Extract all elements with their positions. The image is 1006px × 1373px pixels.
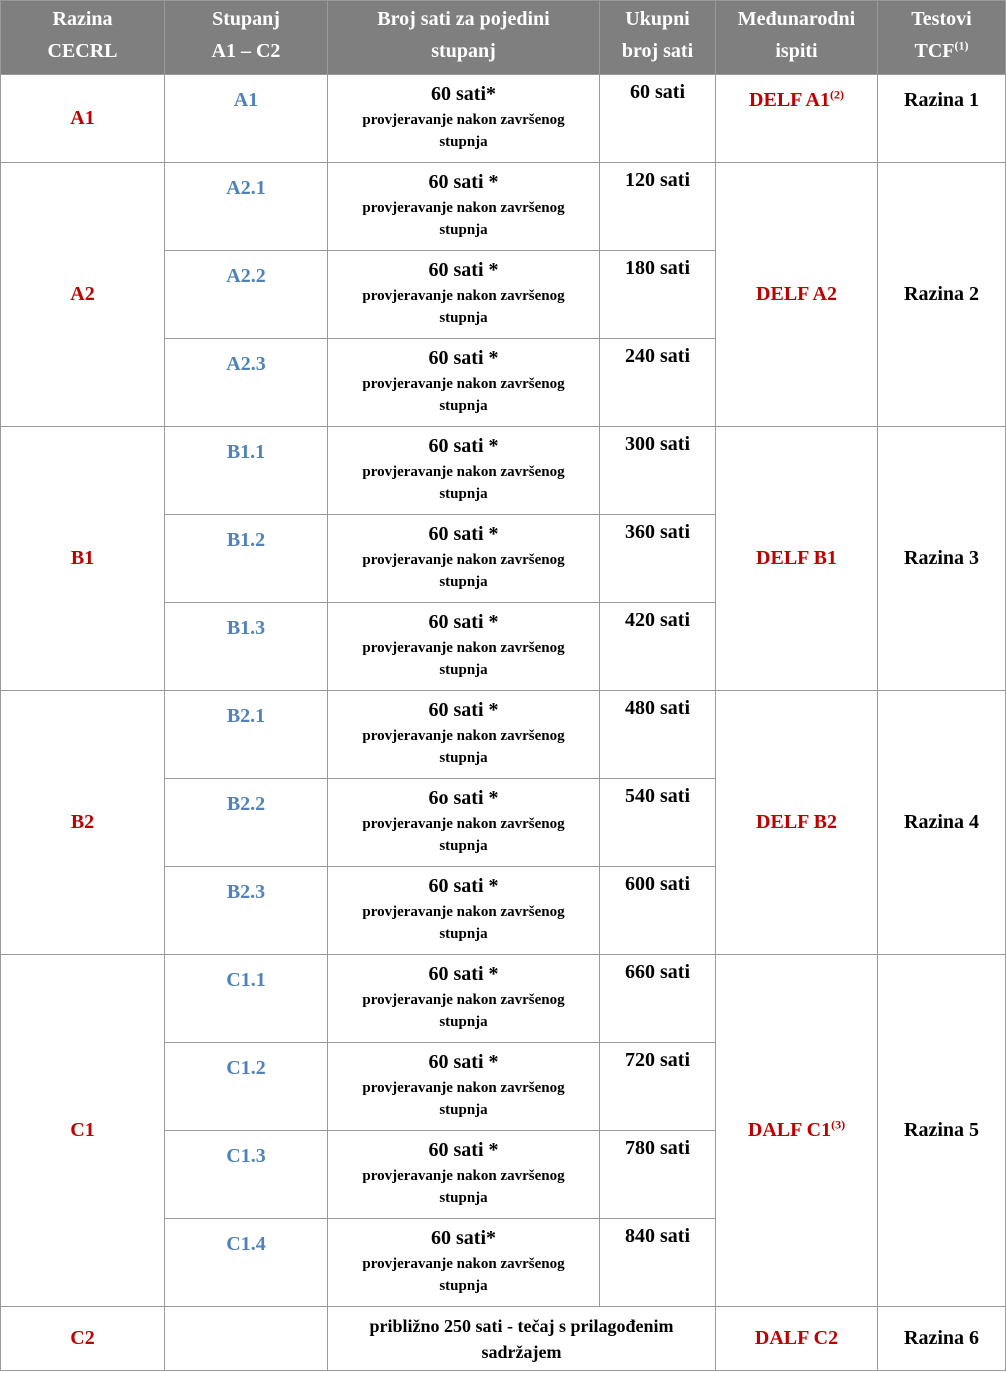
total-hours-cell: 60 sati	[600, 75, 716, 163]
hours-per-stage-cell	[328, 779, 600, 867]
tcf-level-cell: Razina 2	[878, 163, 1006, 427]
hours-note: provjeravanje nakon završenog stupnja	[362, 464, 565, 502]
header-text: Broj sati za pojedini	[377, 8, 550, 30]
header-text: broj sati	[621, 40, 694, 62]
tcf-level-cell: Razina 6	[878, 1307, 1006, 1371]
hours-per-stage-cell	[328, 163, 600, 251]
hours-per-stage-cell	[328, 1219, 600, 1307]
cecrl-level-cell: C1	[1, 955, 165, 1307]
exam-name: DELF A1	[749, 89, 830, 111]
total-hours-cell: 300 sati	[600, 427, 716, 515]
stage-cell: B1.2	[165, 515, 328, 603]
cecrl-level-cell: B1	[1, 427, 165, 691]
hours-per-stage-cell	[328, 603, 600, 691]
total-hours-cell: 660 sati	[600, 955, 716, 1043]
hours-value: 60 sati *	[428, 259, 499, 281]
c2-hours-line: sadržajem	[481, 1342, 562, 1362]
footnote-mark: (1)	[954, 38, 969, 53]
hours-value: 60 sati *	[428, 171, 499, 193]
stage-cell: B2.3	[165, 867, 328, 955]
exam-name: DELF A2	[756, 283, 837, 305]
total-hours-cell: 840 sati	[600, 1219, 716, 1307]
header-hours-per-stage	[328, 1, 600, 75]
cecrl-level-cell: A1	[1, 75, 165, 163]
header-text: CECRL	[47, 40, 118, 62]
table-row	[1, 691, 1006, 779]
header-text: A1 – C2	[211, 40, 281, 62]
international-exam-cell	[716, 427, 878, 691]
hours-value: 60 sati *	[428, 611, 499, 633]
hours-note: provjeravanje nakon završenog stupnja	[362, 1080, 565, 1118]
hours-value: 60 sati*	[431, 1227, 496, 1249]
hours-per-stage-cell	[328, 867, 600, 955]
hours-per-stage-cell	[328, 75, 600, 163]
table-row	[1, 427, 1006, 515]
hours-value: 60 sati *	[428, 699, 499, 721]
header-total-hours	[600, 1, 716, 75]
hours-note: provjeravanje nakon završenog stupnja	[362, 552, 565, 590]
hours-value: 60 sati*	[431, 83, 496, 105]
table-row	[1, 1307, 1006, 1371]
hours-note: provjeravanje nakon završenog stupnja	[362, 288, 565, 326]
header-stage	[165, 1, 328, 75]
tcf-level-cell: Razina 5	[878, 955, 1006, 1307]
hours-value: 60 sati *	[428, 523, 499, 545]
hours-note: provjeravanje nakon završenog stupnja	[362, 200, 565, 238]
header-text: ispiti	[775, 40, 818, 62]
stage-cell: A1	[165, 75, 328, 163]
footnote-mark: (3)	[831, 1117, 846, 1132]
hours-per-stage-cell	[328, 1131, 600, 1219]
total-hours-cell: 420 sati	[600, 603, 716, 691]
hours-value: 6o sati *	[428, 787, 499, 809]
stage-cell: C1.3	[165, 1131, 328, 1219]
stage-cell: B1.3	[165, 603, 328, 691]
tcf-level-cell: Razina 3	[878, 427, 1006, 691]
stage-cell: B1.1	[165, 427, 328, 515]
stage-cell: C1.2	[165, 1043, 328, 1131]
total-hours-cell: 600 sati	[600, 867, 716, 955]
cecrl-level-cell: A2	[1, 163, 165, 427]
international-exam-cell	[716, 955, 878, 1307]
total-hours-cell: 480 sati	[600, 691, 716, 779]
hours-note: provjeravanje nakon završenog stupnja	[362, 728, 565, 766]
exam-name: DELF B1	[756, 547, 837, 569]
header-text: Stupanj	[212, 8, 280, 30]
hours-per-stage-cell	[328, 955, 600, 1043]
total-hours-cell: 180 sati	[600, 251, 716, 339]
total-hours-cell: 780 sati	[600, 1131, 716, 1219]
hours-note: provjeravanje nakon završenog stupnja	[362, 816, 565, 854]
total-hours-cell: 360 sati	[600, 515, 716, 603]
hours-per-stage-cell	[328, 427, 600, 515]
stage-cell: C1.4	[165, 1219, 328, 1307]
table-row	[1, 75, 1006, 163]
hours-value: 60 sati *	[428, 1051, 499, 1073]
hours-note: provjeravanje nakon završenog stupnja	[362, 904, 565, 942]
hours-note: provjeravanje nakon završenog stupnja	[362, 376, 565, 414]
hours-value: 60 sati *	[428, 1139, 499, 1161]
footnote-mark: (2)	[829, 87, 844, 102]
stage-cell: A2.3	[165, 339, 328, 427]
hours-note: provjeravanje nakon završenog stupnja	[362, 992, 565, 1030]
hours-per-stage-cell	[328, 251, 600, 339]
header-text: TCF	[914, 40, 955, 62]
international-exam-cell	[716, 163, 878, 427]
exam-name: DALF C1	[747, 1119, 832, 1141]
table-row	[1, 163, 1006, 251]
total-hours-cell: 720 sati	[600, 1043, 716, 1131]
hours-note: provjeravanje nakon završenog stupnja	[362, 1168, 565, 1206]
total-hours-cell: 240 sati	[600, 339, 716, 427]
stage-cell: C1.1	[165, 955, 328, 1043]
tcf-level-cell: Razina 4	[878, 691, 1006, 955]
hours-per-stage-cell	[328, 691, 600, 779]
hours-note: provjeravanje nakon završenog stupnja	[362, 1256, 565, 1294]
header-text: Međunarodni	[737, 8, 856, 30]
hours-per-stage-cell	[328, 339, 600, 427]
header-text: Razina	[52, 8, 113, 30]
international-exam-cell	[716, 691, 878, 955]
cecrl-level-cell: C2	[1, 1307, 165, 1371]
total-hours-cell: 540 sati	[600, 779, 716, 867]
cecrl-level-cell: B2	[1, 691, 165, 955]
header-international-exams	[716, 1, 878, 75]
hours-note: provjeravanje nakon završenog stupnja	[362, 112, 565, 150]
stage-cell: A2.1	[165, 163, 328, 251]
hours-value: 60 sati *	[428, 875, 499, 897]
header-text: stupanj	[431, 40, 496, 62]
international-exam-cell: DALF C2	[716, 1307, 878, 1371]
header-text: Ukupni	[625, 8, 690, 30]
header-text: Testovi	[911, 8, 972, 30]
c2-hours-line: približno 250 sati - tečaj s prilagođenim	[369, 1316, 674, 1336]
stage-cell: B2.1	[165, 691, 328, 779]
stage-cell: B2.2	[165, 779, 328, 867]
header-cecrl-level	[1, 1, 165, 75]
tcf-level-cell: Razina 1	[878, 75, 1006, 163]
hours-value: 60 sati *	[428, 963, 499, 985]
hours-note: provjeravanje nakon završenog stupnja	[362, 640, 565, 678]
hours-value: 60 sati *	[428, 435, 499, 457]
header-tcf-tests	[878, 1, 1006, 75]
table-row	[1, 955, 1006, 1043]
hours-value: 60 sati *	[428, 347, 499, 369]
c2-hours-cell	[328, 1307, 716, 1371]
stage-cell: A2.2	[165, 251, 328, 339]
international-exam-cell	[716, 75, 878, 163]
stage-cell	[165, 1307, 328, 1371]
total-hours-cell: 120 sati	[600, 163, 716, 251]
hours-per-stage-cell	[328, 515, 600, 603]
exam-name: DELF B2	[756, 811, 837, 833]
header-row	[1, 1, 1006, 75]
hours-per-stage-cell	[328, 1043, 600, 1131]
